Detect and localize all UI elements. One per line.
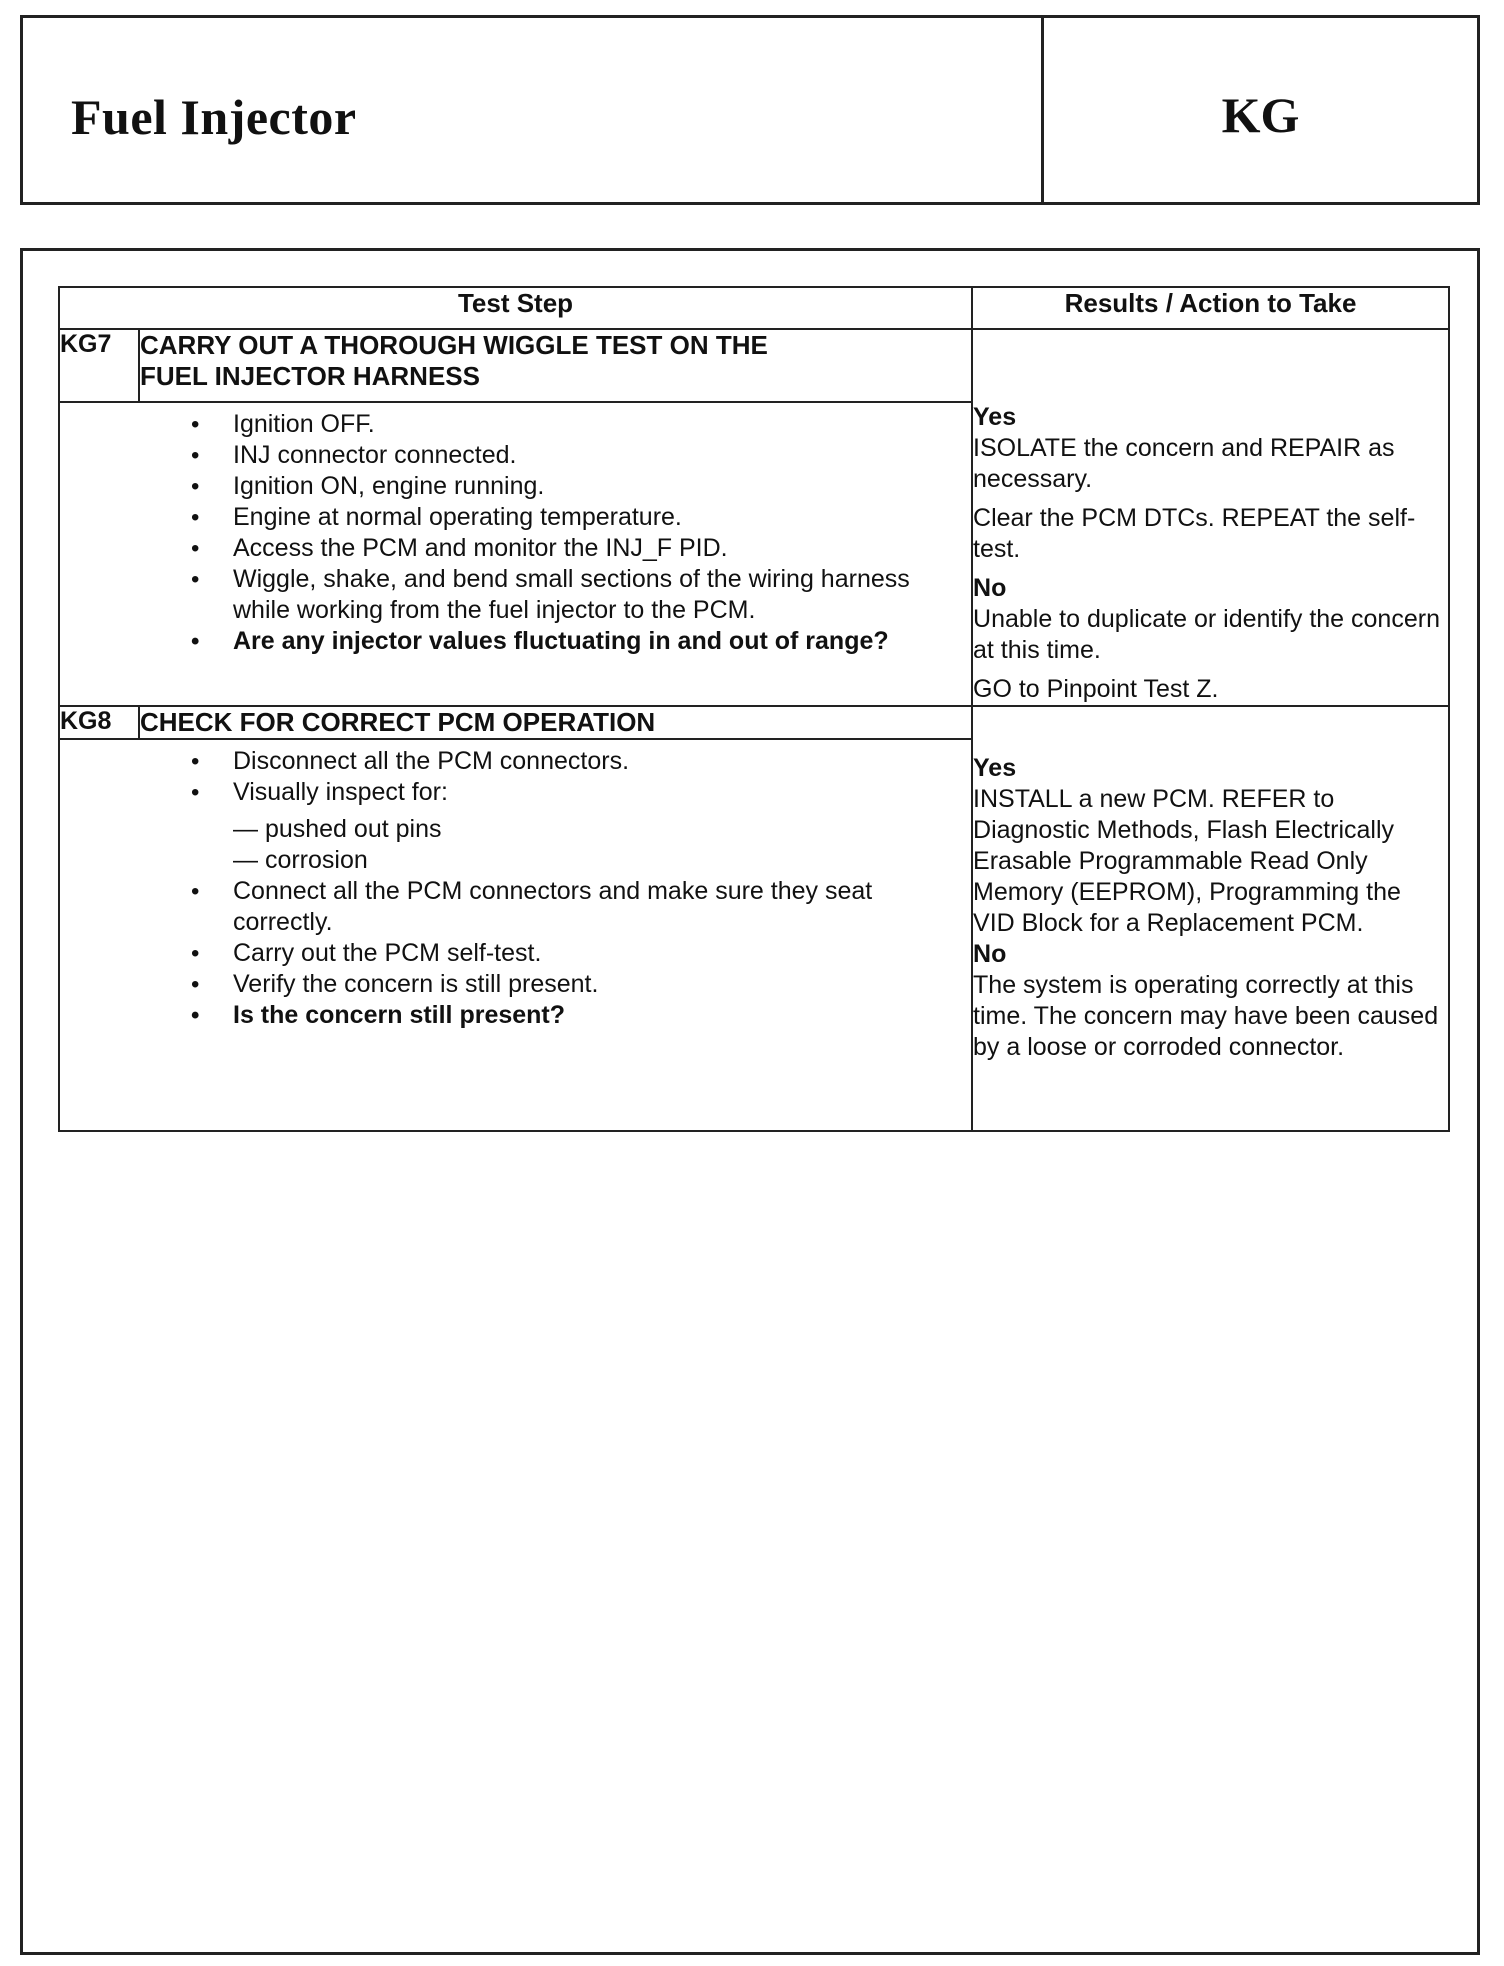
step-procedure [139,402,972,706]
step-question: • Are any injector values fluctuating in and out of range? [233,626,961,657]
yes-label: Yes [973,403,1017,431]
list-item-text: Visually inspect for: [233,778,448,806]
step-title-line: CARRY OUT A THOROUGH WIGGLE TEST ON THE [140,330,768,360]
test-step-table [58,286,1450,1132]
sub-list-item: — pushed out pins [233,815,442,843]
step-title: CHECK FOR CORRECT PCM OPERATION [139,706,972,739]
step-title [139,329,972,402]
page-title: Fuel Injector [71,89,357,145]
list-item: • Verify the concern is still present. [233,969,961,1000]
yes-action: ISOLATE the concern and REPAIR as necessary. [973,434,1395,493]
step-id-spacer [59,739,139,1131]
step-id: KG7 [59,329,139,402]
header-title-cell [23,18,1044,202]
step-procedure [139,739,972,1131]
column-header-test-step: Test Step [59,287,972,329]
column-header-results: Results / Action to Take [972,287,1449,329]
list-item: • Disconnect all the PCM connectors. [233,746,961,777]
step-id-spacer [59,402,139,706]
step-title-row [59,329,1449,402]
step-id: KG8 [59,706,139,739]
list-item: • Ignition ON, engine running. [233,471,961,502]
yes-label: Yes [973,754,1017,782]
step-question: • Is the concern still present? [233,1000,961,1031]
no-action: Unable to duplicate or identify the concern at this time. [973,605,1440,664]
step-title-line: FUEL INJECTOR HARNESS [140,361,480,391]
step-result [972,706,1449,1131]
list-item: • Connect all the PCM connectors and make sure they seat correctly. [233,876,961,938]
list-item: • Ignition OFF. [233,409,961,440]
yes-action: Clear the PCM DTCs. REPEAT the self-test. [973,504,1416,563]
procedure-list [139,403,971,667]
no-action: The system is operating correctly at this time. The concern may have been caused by a loose or corroded connector. [973,971,1439,1061]
header-code-cell [1044,18,1477,202]
content-frame [20,248,1480,1955]
sub-list-item: — corrosion [233,846,368,874]
sub-list [233,814,961,876]
list-item: • Carry out the PCM self-test. [233,938,961,969]
page-header [20,15,1480,205]
list-item: • INJ connector connected. [233,440,961,471]
no-label: No [973,940,1007,968]
list-item: • Wiggle, shake, and bend small sections of the wiring harness while working from the fuel injector to the PCM. [233,564,961,626]
table-header-row [59,287,1449,329]
step-title-row [59,706,1449,739]
no-action: GO to Pinpoint Test Z. [973,675,1219,703]
yes-action: INSTALL a new PCM. REFER to Diagnostic Methods, Flash Electrically Erasable Programmable Read Only Memory (EEPROM), Programming the VID Block for a Replacement PCM. [973,785,1401,937]
procedure-list [139,740,971,1041]
no-label: No [973,574,1007,602]
list-item [233,777,961,876]
step-result [972,329,1449,706]
list-item: • Engine at normal operating temperature. [233,502,961,533]
list-item: • Access the PCM and monitor the INJ_F PID. [233,533,961,564]
section-code: KG [1221,87,1300,143]
